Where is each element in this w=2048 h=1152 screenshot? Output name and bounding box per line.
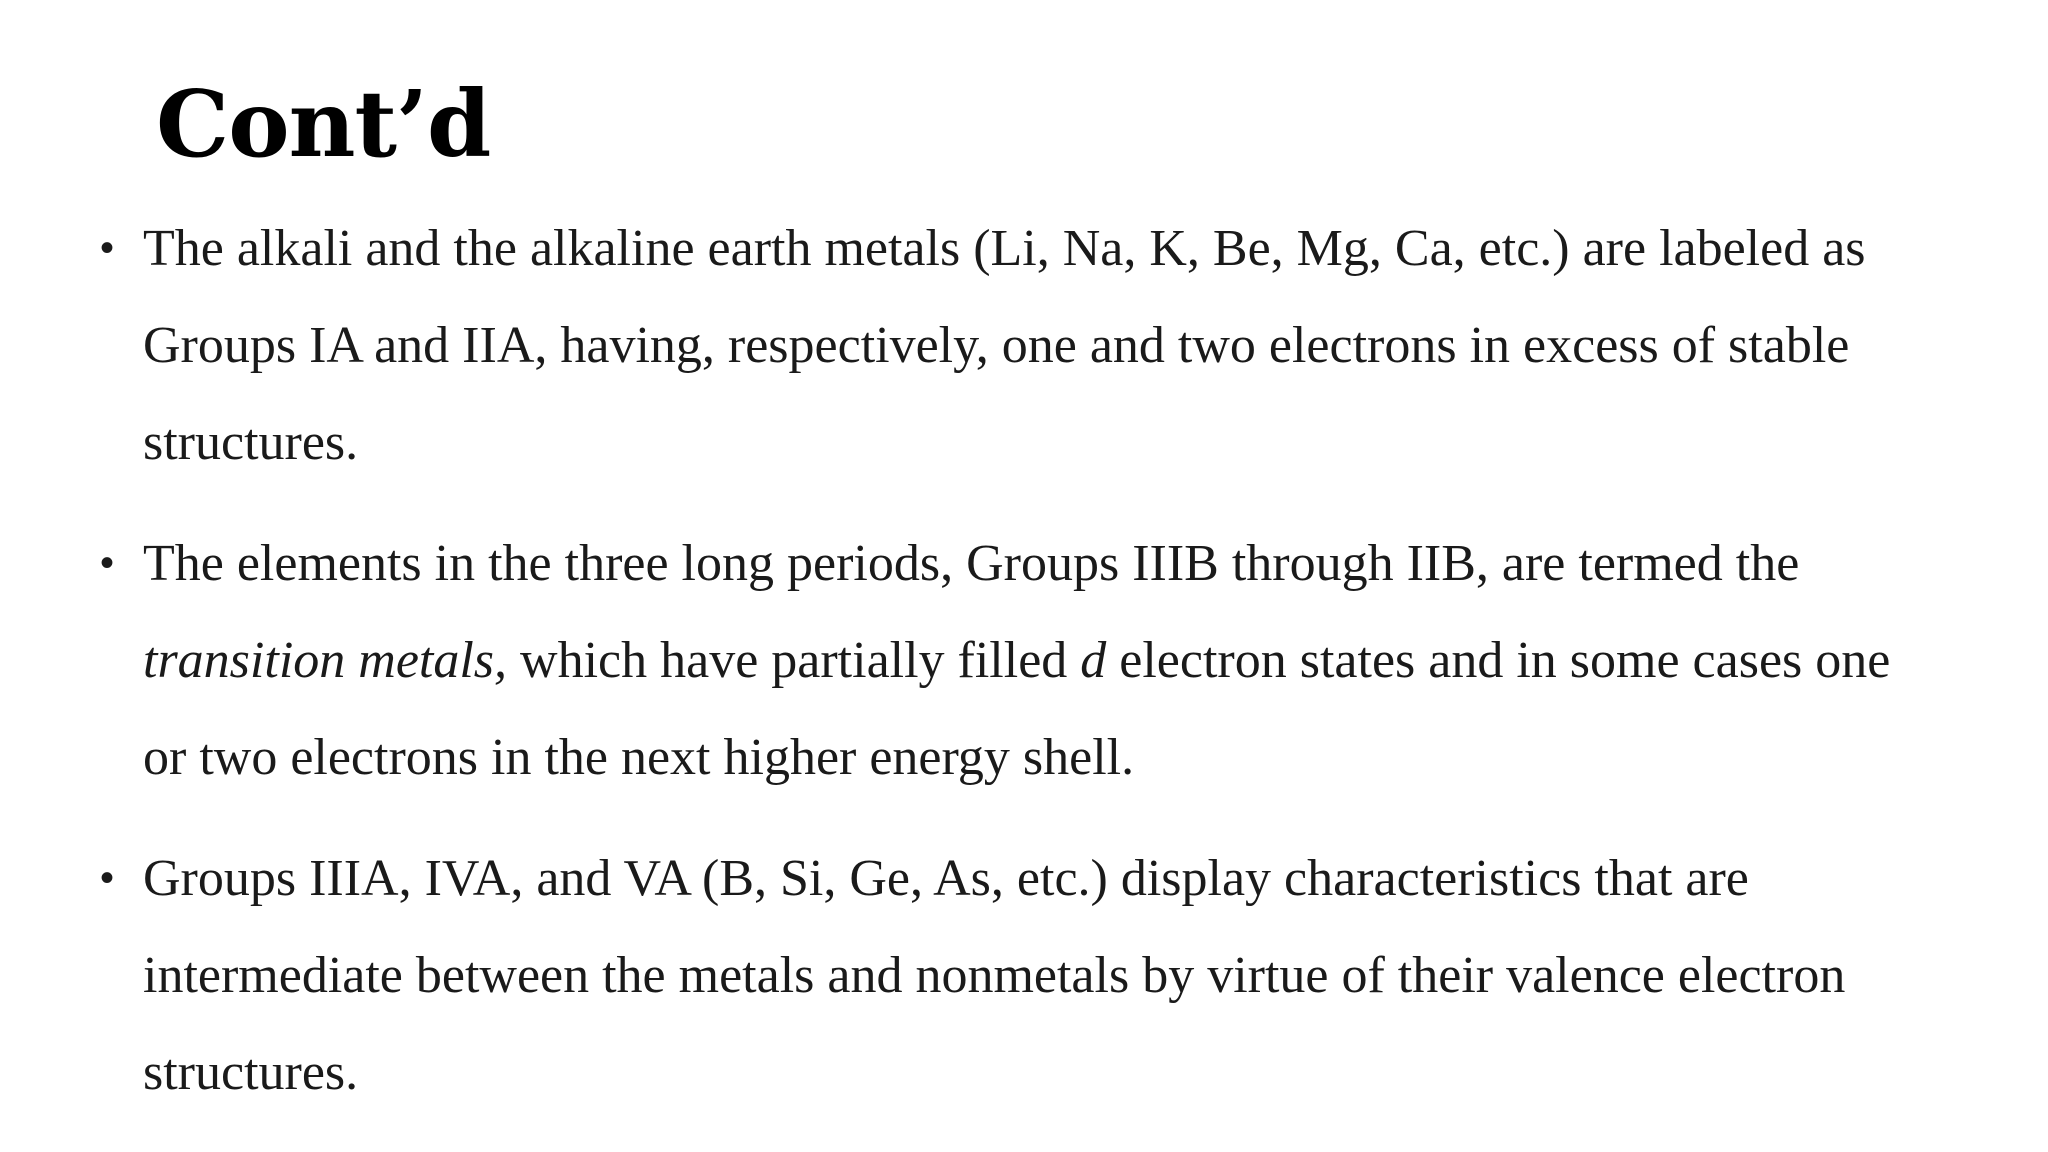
bullet-text: The alkali and the alkaline earth metals (Li, Na, K, Be, Mg, Ca, etc.) are labeled as Groups IA and IIA, having, respectively, one and two electrons in excess of stable structures. (143, 220, 1866, 471)
slide-title: Cont’d (156, 70, 491, 178)
bullet-text-part: which have partially filled (507, 632, 1081, 689)
bullet-dot-icon: • (100, 856, 115, 900)
bullet-dot-icon: • (100, 226, 115, 270)
bullet-text-part: The elements in the three long periods, Groups IIIB through IIB, are termed the (143, 535, 1800, 592)
bullet-item-alkali-metals (100, 200, 1920, 491)
bullet-dot-icon: • (100, 541, 115, 585)
bullet-list (100, 200, 1920, 1145)
bullet-text (143, 535, 1890, 786)
bullet-item-transition-metals (100, 515, 1920, 806)
italic-term: d (1080, 632, 1107, 689)
bullet-item-metalloids (100, 830, 1920, 1121)
bullet-text-part: electron states and in some cases one or two electrons in the next higher energy shell. (143, 632, 1891, 786)
italic-term: transition metals, (143, 632, 508, 689)
bullet-text: Groups IIIA, IVA, and VA (B, Si, Ge, As, etc.) display characteristics that are intermediate between the metals and nonmetals by virtue of their valence electron structures. (143, 850, 1846, 1101)
